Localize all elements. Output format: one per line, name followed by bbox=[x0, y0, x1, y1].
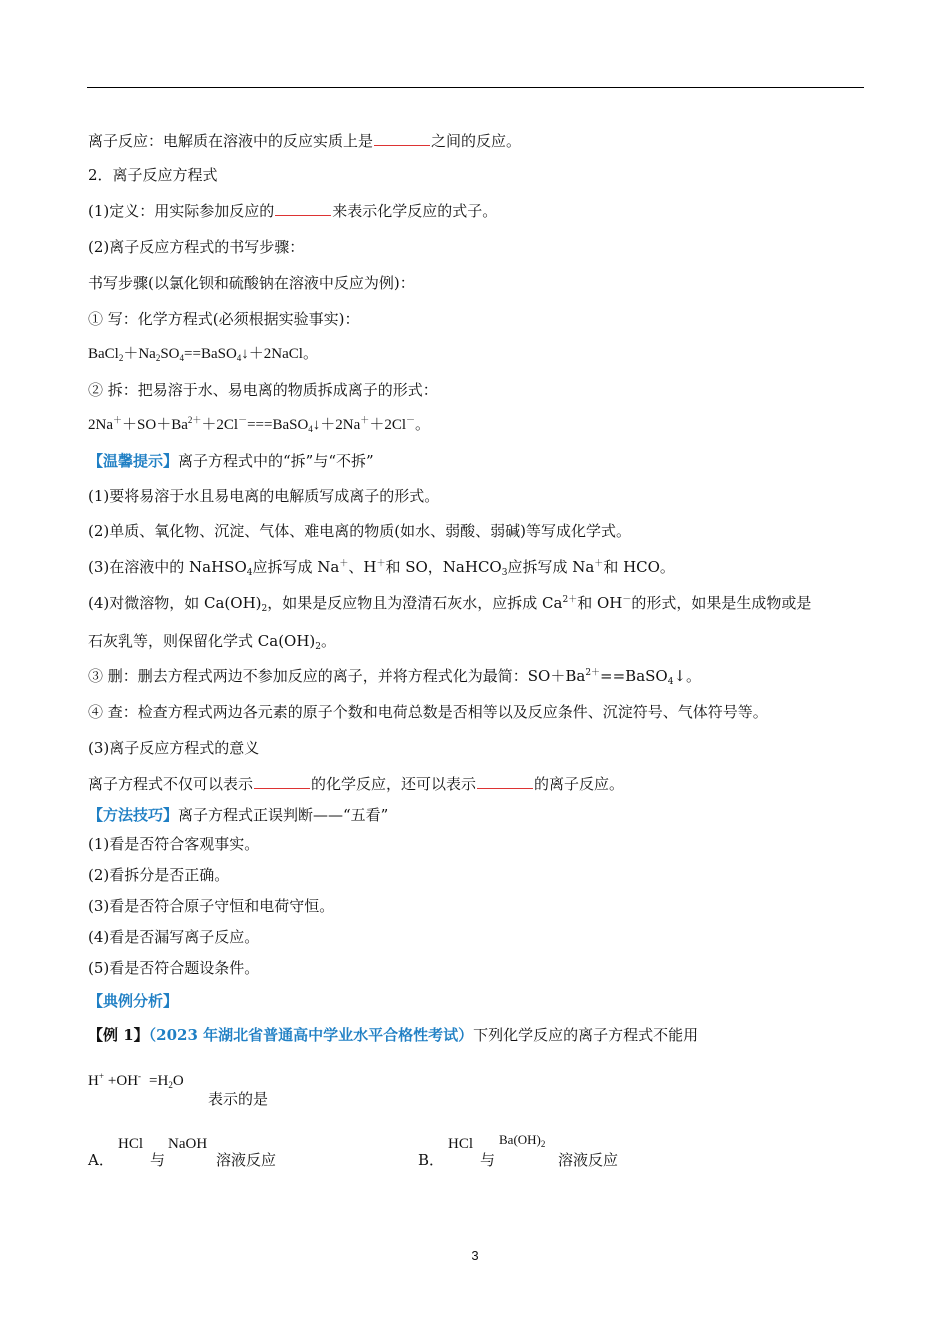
example-1-question: 【例 1】（2023 年湖北省普通高中学业水平合格性考试）下列化学反应的离子方程式不能用 bbox=[88, 1026, 699, 1044]
header-rule bbox=[87, 87, 864, 88]
method-4: (4)看是否漏写离子反应。 bbox=[88, 928, 260, 946]
equation-tail: 表示的是 bbox=[208, 1090, 269, 1108]
option-a-label[interactable]: A． bbox=[88, 1151, 114, 1169]
ionic-split-equation: $2Na^++SO+Ba^{2+}+2Cl^-===BaSO_4↓+2Na^++2Cl^-$。 bbox=[88, 415, 431, 434]
option-b-tail: 溶液反应 bbox=[558, 1151, 619, 1169]
step-split: ② 拆：把易溶于水、易电离的物质拆成离子的形式： bbox=[88, 381, 438, 399]
tip-4: (4)对微溶物，如 $Ca(OH)_2$，如果是反应物且为澄清石灰水，应拆成 $Ca^{2+}$和 OH－的形式，如果是生成物或是 bbox=[88, 594, 812, 614]
method-3: (3)看是否符合原子守恒和电荷守恒。 bbox=[88, 897, 335, 915]
option-b-hcl: HCl bbox=[448, 1136, 474, 1152]
meaning-line: 离子方程式不仅可以表示 的化学反应，还可以表示 的离子反应。 bbox=[88, 775, 625, 793]
ionic-reaction-definition: 离子反应：电解质在溶液中的反应实质上是 之间的反应。 bbox=[88, 132, 522, 150]
steps-example: 书写步骤(以氯化钡和硫酸钠在溶液中反应为例)： bbox=[88, 274, 415, 292]
fill-blank[interactable] bbox=[275, 201, 331, 216]
option-b-baoh2: $Ba(OH)_2$ bbox=[499, 1132, 546, 1149]
tip-3: (3)在溶液中的 NaHSO$_4$应拆写成 Na＋、H＋和 SO，NaHCO$_3$应拆写成 Na＋和 HCO。 bbox=[88, 558, 675, 578]
tip-1: (1)要将易溶于水且易电离的电解质写成离子的形式。 bbox=[88, 487, 440, 505]
method-5: (5)看是否符合题设条件。 bbox=[88, 959, 260, 977]
method-1: (1)看是否符合客观事实。 bbox=[88, 835, 260, 853]
step-delete: ③ 删：删去方程式两边不参加反应的离子，并将方程式化为最简：$SO+Ba^{2+}==BaSO_4↓$。 bbox=[88, 667, 702, 687]
meaning-heading: (3)离子反应方程式的意义 bbox=[88, 739, 260, 757]
fill-blank[interactable] bbox=[374, 131, 430, 146]
fill-blank[interactable] bbox=[477, 774, 533, 789]
section-title: 2．离子反应方程式 bbox=[88, 166, 218, 184]
option-a-yu: 与 bbox=[150, 1151, 166, 1169]
option-a-hcl: HCl bbox=[118, 1136, 144, 1152]
fill-blank[interactable] bbox=[254, 774, 310, 789]
option-b-yu: 与 bbox=[480, 1151, 496, 1169]
example-analysis-heading: 【典例分析】 bbox=[88, 992, 179, 1010]
tip-2: (2)单质、氧化物、沉淀、气体、难电离的物质(如水、弱酸、弱碱)等写成化学式。 bbox=[88, 522, 631, 540]
definition-line: (1)定义：用实际参加反应的 来表示化学反应的式子。 bbox=[88, 202, 498, 220]
page-number: 3 bbox=[471, 1248, 479, 1263]
method-heading: 【方法技巧】离子方程式正误判断——“五看” bbox=[88, 806, 389, 824]
step-check: ④ 查：检查方程式两边各元素的原子个数和电荷总数是否相等以及反应条件、沉淀符号、气体符号等。 bbox=[88, 703, 768, 721]
tip-heading: 【温馨提示】离子方程式中的“拆”与“不拆” bbox=[88, 452, 374, 470]
tip-4-continued: 石灰乳等，则保留化学式 $Ca(OH)_2$。 bbox=[88, 632, 337, 652]
method-2: (2)看拆分是否正确。 bbox=[88, 866, 230, 884]
option-b-label[interactable]: B． bbox=[418, 1151, 445, 1169]
option-a-naoh: NaOH bbox=[168, 1136, 208, 1152]
chemical-equation: $BaCl_2+Na_2SO_4==BaSO_4↓+2NaCl$。 bbox=[88, 346, 318, 363]
option-a-tail: 溶液反应 bbox=[216, 1151, 277, 1169]
steps-heading: (2)离子反应方程式的书写步骤： bbox=[88, 238, 305, 256]
step-write: ① 写：化学方程式(必须根据实验事实)： bbox=[88, 310, 360, 328]
ionic-equation-formula: $H^+ +OH^- =H_2O$ bbox=[88, 1071, 184, 1090]
